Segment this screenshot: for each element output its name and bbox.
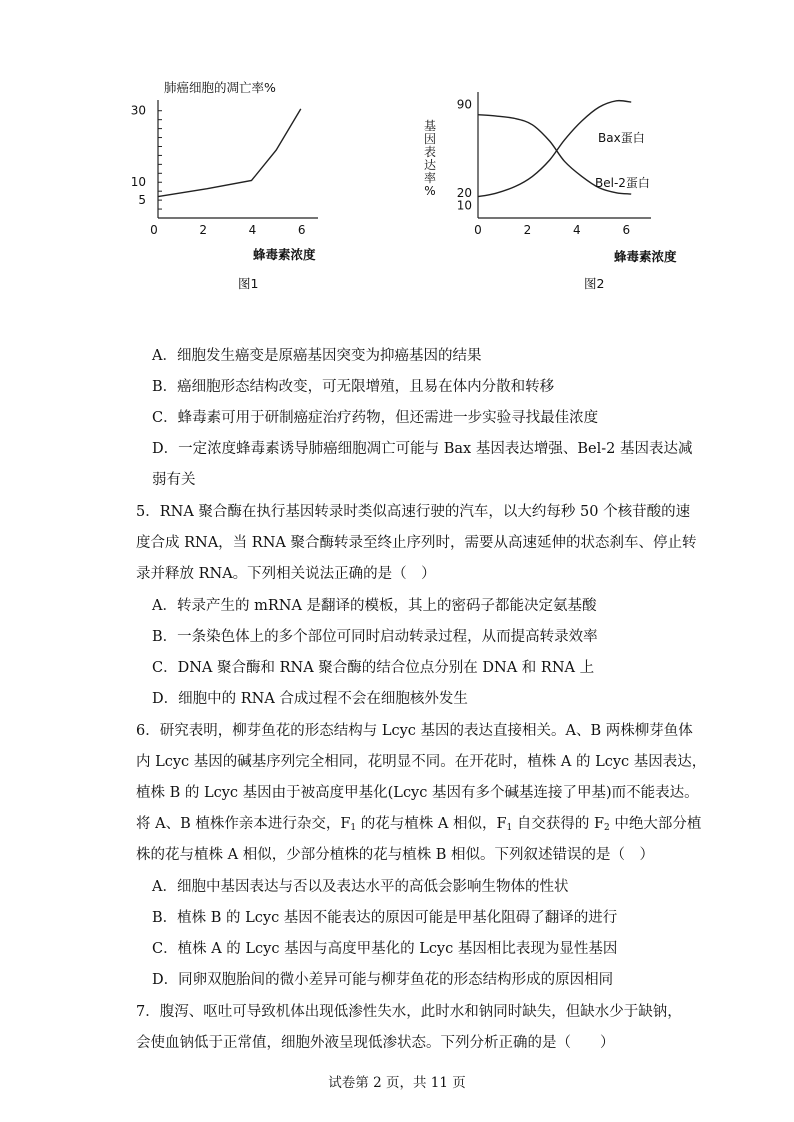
fig2-legend-bel2: Bel-2蛋白 [595,176,650,190]
fig2-ylabel [424,119,436,198]
svg-text:达: 达 [423,158,437,172]
q7-stem-line-2: 会使血钠低于正常值，细胞外液呈现低渗状态。下列分析正确的是（ ） [136,1035,615,1051]
q6-stem-line-5: 株的花与植株 A 相似，少部分植株的花与植株 B 相似。下列叙述错误的是（ ） [136,847,655,863]
q6-stem-line-1: 6．研究表明，柳芽鱼花的形态结构与 Lcyc 基因的表达直接相关。A、B 两株柳芽鱼体 [136,723,693,739]
q5-stem-line-1: 5．RNA 聚合酶在执行基因转录时类似高速行驶的汽车，以大约每秒 50 个核苷酸的速 [136,504,691,520]
q5-option-d: D．细胞中的 RNA 合成过程不会在细胞核外发生 [152,691,468,707]
q6-stem-line-4: 将 A、B 植株作亲本进行杂交，$F_1$ 的花与植株 A 相似，$F_1$ 自交获得的 $F_2$ 中绝大部分植 [136,816,702,833]
svg-text:%: % [424,184,436,198]
fig2-y-tick-10: 10 [456,198,472,213]
fig2-y-tick-20: 20 [456,185,472,200]
q4-option-b: B．癌细胞形态结构改变，可无限增殖，且易在体内分散和转移 [152,379,555,395]
q4-option-c: C．蜂毒素可用于研制癌症治疗药物，但还需进一步实验寻找最佳浓度 [152,410,599,426]
svg-text:基: 基 [423,119,437,133]
fig2-x-tick-6: 6 [622,223,631,237]
figure-1-chart [120,72,320,297]
svg-text:表: 表 [423,145,437,159]
fig1-x-tick-2: 2 [199,223,208,237]
figure-2-chart [418,72,688,297]
q5-stem-line-3: 录并释放 RNA。下列相关说法正确的是（ ） [136,566,436,582]
fig1-y-tick-10: 10 [130,175,146,190]
q4-option-a: A．细胞发生癌变是原癌基因突变为抑癌基因的结果 [152,348,482,364]
fig2-y-tick-90: 90 [456,97,472,112]
q6-option-b: B．植株 B 的 Lcyc 基因不能表达的原因可能是甲基化阻碍了翻译的进行 [152,910,618,926]
fig2-x-tick-0: 0 [474,223,482,237]
q5-option-c: C．DNA 聚合酶和 RNA 聚合酶的结合位点分别在 DNA 和 RNA 上 [152,660,595,676]
fig2-caption: 图2 [584,276,605,291]
fig1-xlabel: 蜂毒素浓度 [253,247,316,262]
q6-stem-line-3: 植株 B 的 Lcyc 基因由于被高度甲基化(Lcyc 基因有多个碱基连接了甲基)而不能表达。 [136,785,699,801]
fig2-legend-bax: Bax蛋白 [598,131,645,145]
fig2-x-tick-2: 2 [523,223,532,237]
fig1-x-tick-4: 4 [248,223,257,237]
q5-option-b: B．一条染色体上的多个部位可同时启动转录过程，从而提高转录效率 [152,629,598,645]
q6-stem-line-2: 内 Lcyc 基因的碱基序列完全相同，花明显不同。在开花时，植株 A 的 Lcyc 基因表达， [136,754,707,770]
svg-text:因: 因 [423,132,437,146]
fig1-caption: 图1 [238,276,259,291]
fig1-y-tick-5: 5 [138,193,146,208]
q5-option-a: A．转录产生的 mRNA 是翻译的模板，其上的密码子都能决定氨基酸 [152,598,597,614]
fig1-series-line [158,109,301,197]
fig2-xlabel: 蜂毒素浓度 [614,249,677,264]
page-footer: 试卷第 2 页，共 11 页 [328,1075,466,1091]
q7-stem-line-1: 7．腹泻、呕吐可导致机体出现低渗性失水，此时水和钠同时缺失，但缺水少于缺钠， [136,1004,682,1020]
q4-option-d-cont: 弱有关 [152,472,196,488]
q6-option-c: C．植株 A 的 Lcyc 基因与高度甲基化的 Lcyc 基因相比表现为显性基因 [152,941,618,957]
fig1-y-tick-30: 30 [130,103,146,118]
svg-text:率: 率 [423,171,437,185]
q4-option-d: D．一定浓度蜂毒素诱导肺癌细胞凋亡可能与 Bax 基因表达增强、Bel-2 基因表达减 [152,441,693,457]
q6-option-a: A．细胞中基因表达与否以及表达水平的高低会影响生物体的性状 [152,879,569,895]
fig1-ylabel: 肺癌细胞的凋亡率% [164,80,276,95]
fig1-x-tick-6: 6 [297,223,306,237]
fig1-x-tick-0: 0 [150,223,158,237]
q6-option-d: D．同卵双胞胎间的微小差异可能与柳芽鱼花的形态结构形成的原因相同 [152,972,614,988]
fig2-x-tick-4: 4 [573,223,581,237]
q5-stem-line-2: 度合成 RNA，当 RNA 聚合酶转录至终止序列时，需要从高速延伸的状态刹车、停止转 [136,535,697,551]
